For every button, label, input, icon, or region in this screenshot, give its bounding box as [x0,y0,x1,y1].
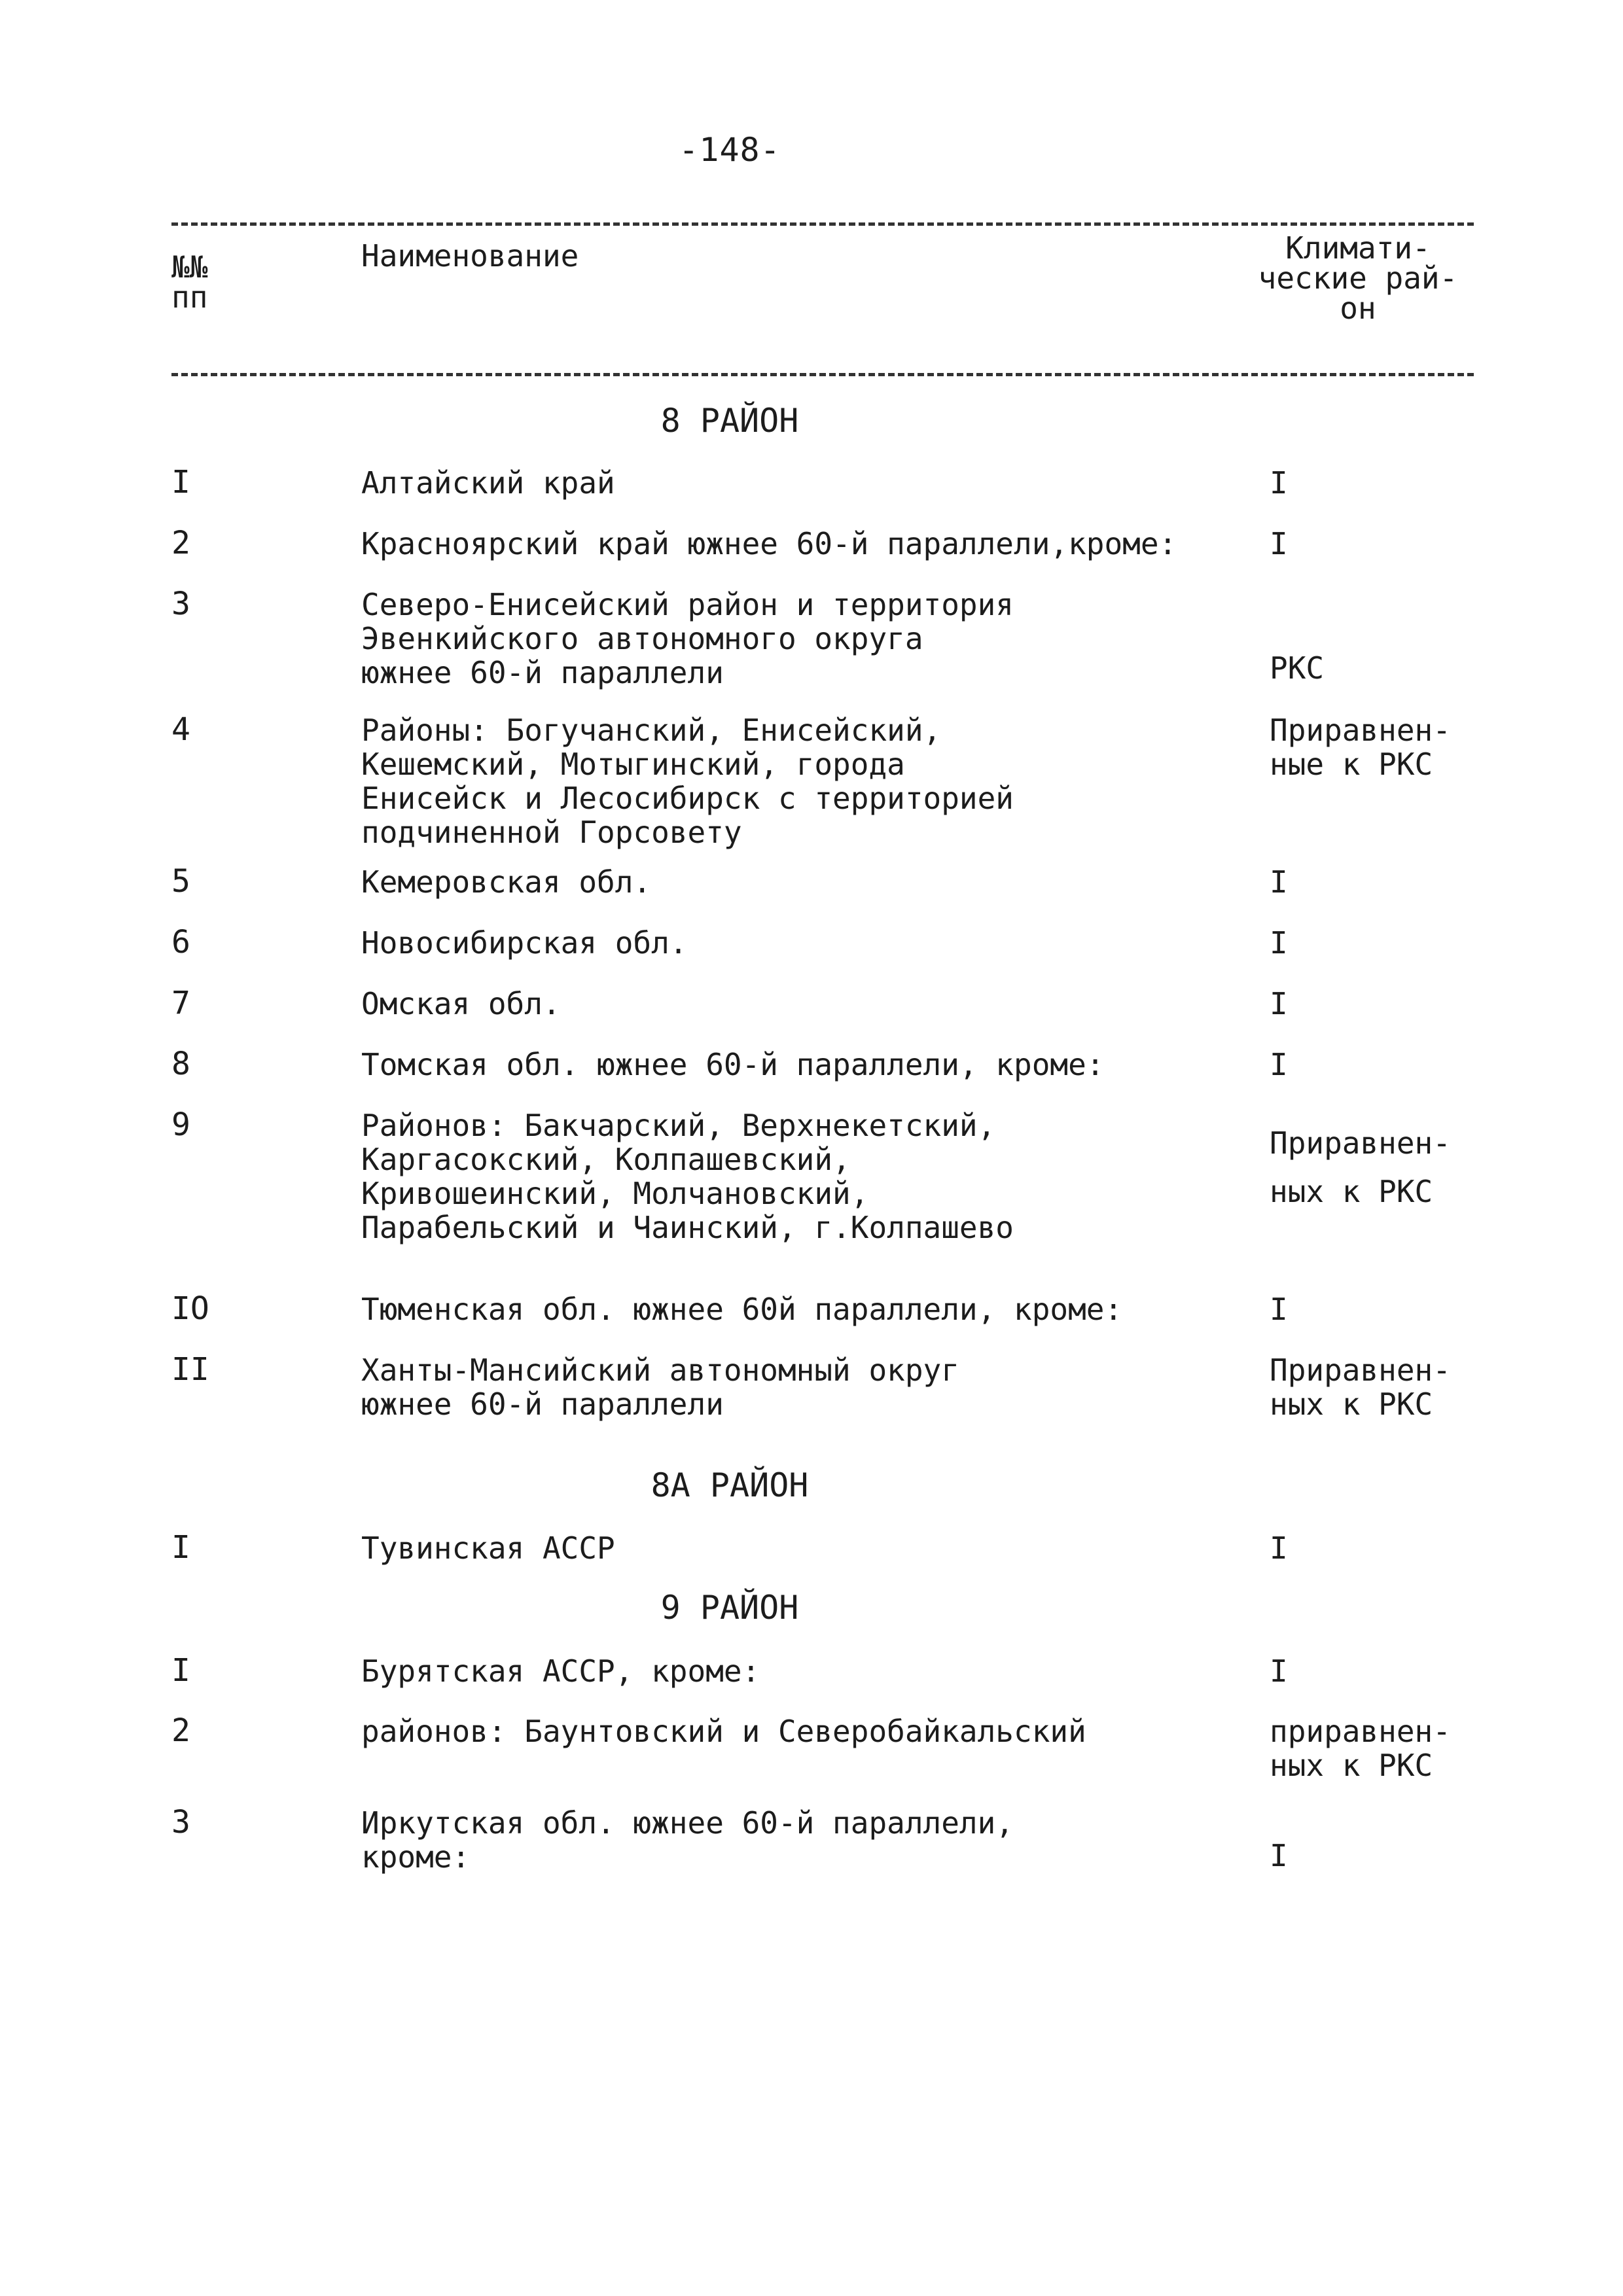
row-name: Ханты-Мансийский автономный округ южнее 60-й параллели [361,1352,959,1422]
row-climate: I [1270,465,1288,501]
row-name: Новосибирская обл. [361,925,688,961]
row-climate: I [1270,526,1288,561]
row-climate: I [1270,1530,1288,1566]
row-name: районов: Баунтовский и Северобайкальский [361,1714,1086,1749]
section-title: 9 РАЙОН [660,1589,799,1627]
page-number: -148- [679,131,781,169]
row-number: 2 [171,1712,190,1749]
row-climate: Приравнен- ных к РКС [1270,1125,1451,1209]
row-climate: I [1270,1047,1288,1082]
row-number: 8 [171,1046,190,1082]
row-number: II [171,1351,209,1388]
row-number: I [171,1652,190,1689]
row-name: Красноярский край южнее 60-й параллели,кроме: [361,526,1177,561]
row-climate: I [1270,1292,1288,1327]
row-name: Кемеровская обл. [361,864,652,900]
row-number: 9 [171,1106,190,1143]
row-number: 2 [171,525,190,561]
row-name: Иркутская обл. южнее 60-й параллели, кроме: [361,1805,1014,1875]
section-title: 8А РАЙОН [651,1466,809,1504]
column-header-climate: Климати- ческие рай- он [1258,230,1458,326]
column-header-name: Наименование [361,238,579,274]
row-number: 6 [171,924,190,961]
row-name: Районов: Бакчарский, Верхнекетский, Каргасокский, Колпашевский, Кривошеинский, Молчановский, Парабельский и Чаинский, г.Колпашево [361,1108,1014,1245]
section-title: 8 РАЙОН [660,402,799,440]
row-climate: приравнен- ных к РКС [1270,1714,1451,1783]
row-number: I [171,1529,190,1566]
row-number: IO [171,1290,209,1327]
row-climate: РКС [1270,650,1325,686]
row-number: 5 [171,863,190,900]
row-name: Районы: Богучанский, Енисейский, Кешемский, Мотыгинский, города Енисейск и Лесосибирск с территорией подчиненной Горсовету [361,713,1014,850]
row-name: Северо-Енисейский район и территория Эвенкийского автономного округа южнее 60-й параллели [361,587,1014,690]
row-number: I [171,464,190,501]
row-name: Омская обл. [361,986,561,1021]
row-climate: Приравнен- ные к РКС [1270,713,1451,782]
row-name: Тюменская обл. южнее 60й параллели, кроме: [361,1292,1123,1327]
row-climate: I [1270,925,1288,961]
row-name: Алтайский край [361,465,615,501]
row-climate: I [1270,986,1288,1021]
column-header-number: №№ пп [171,249,208,315]
row-name: Томская обл. южнее 60-й параллели, кроме: [361,1047,1105,1082]
row-climate: I [1270,1838,1288,1873]
row-number: 3 [171,586,190,622]
row-number: 7 [171,985,190,1021]
row-name: Тувинская АССР [361,1530,615,1566]
row-climate: I [1270,864,1288,900]
row-name: Бурятская АССР, кроме: [361,1653,760,1689]
row-number: 3 [171,1804,190,1841]
row-number: 4 [171,711,190,748]
row-climate: Приравнен- ных к РКС [1270,1352,1451,1422]
row-climate: I [1270,1653,1288,1689]
